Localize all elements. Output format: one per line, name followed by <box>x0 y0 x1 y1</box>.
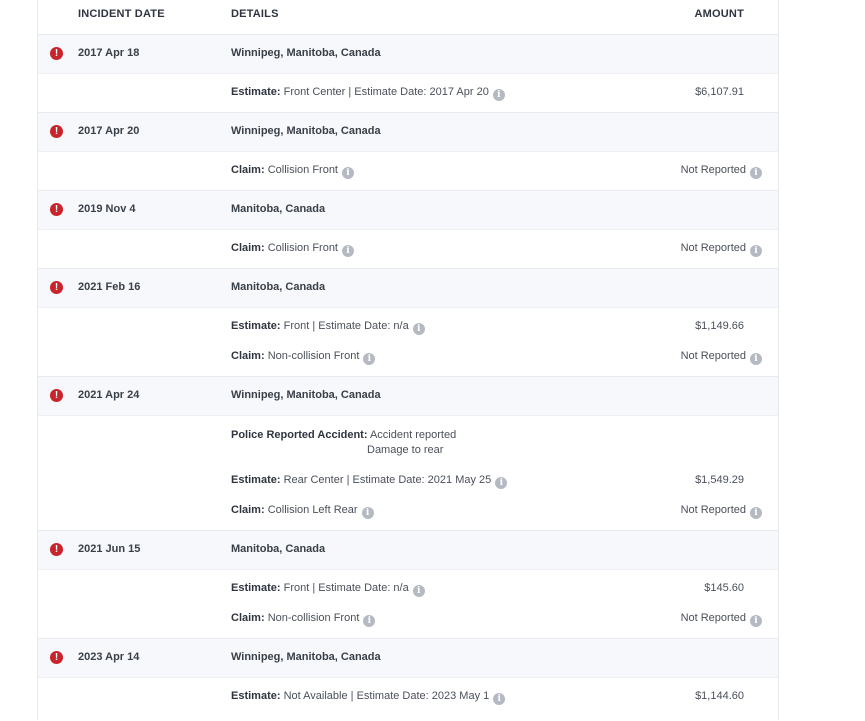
exclamation-circle-icon: ! <box>50 281 63 294</box>
incident-row <box>38 190 778 229</box>
detail-text: Not Available | Estimate Date: 2023 May 1 <box>283 690 490 702</box>
detail-text-secondary: Damage to rear <box>367 444 444 456</box>
detail-label: Police Reported Accident: <box>231 429 368 441</box>
detail-amount <box>681 350 762 365</box>
detail-text: Collision Front <box>267 164 338 176</box>
info-circle-icon[interactable]: i <box>413 323 425 335</box>
exclamation-circle-icon: ! <box>50 543 63 556</box>
incident-details <box>38 73 778 113</box>
exclamation-circle-icon: ! <box>50 203 63 216</box>
info-circle-icon[interactable]: i <box>750 167 762 179</box>
exclamation-circle-icon: ! <box>50 125 63 138</box>
detail-label: Claim: <box>231 504 265 516</box>
incident-details <box>38 415 778 531</box>
detail-amount <box>681 242 762 257</box>
detail-amount: $1,149.66 <box>695 320 744 332</box>
info-circle-icon[interactable]: i <box>750 245 762 257</box>
detail-text: Accident reported <box>369 429 457 441</box>
incident-details <box>38 677 778 721</box>
incident-date: 2017 Apr 18 <box>78 47 140 59</box>
detail-amount: $1,144.60 <box>695 690 744 702</box>
detail-line-estimate <box>231 320 425 335</box>
incident-row <box>38 112 778 151</box>
incident-row <box>38 376 778 415</box>
incident-date: 2023 Apr 14 <box>78 651 140 663</box>
detail-line-claim <box>231 504 374 519</box>
detail-line-claim <box>231 350 375 365</box>
detail-amount: $6,107.91 <box>695 86 744 98</box>
info-circle-icon[interactable]: i <box>750 353 762 365</box>
detail-line-police-report <box>231 429 456 441</box>
info-circle-icon[interactable]: i <box>750 615 762 627</box>
detail-amount-text: Not Reported <box>680 504 746 516</box>
detail-amount-text: Not Reported <box>680 612 746 624</box>
detail-line-claim <box>231 242 354 257</box>
detail-label: Claim: <box>231 164 265 176</box>
detail-line-claim <box>231 612 375 627</box>
info-circle-icon[interactable]: i <box>493 693 505 705</box>
incident-date: 2021 Apr 24 <box>78 389 140 401</box>
incident-row <box>38 34 778 73</box>
table-header <box>38 0 778 34</box>
column-header-amount: AMOUNT <box>694 8 744 20</box>
detail-line-estimate <box>231 582 425 597</box>
detail-line-estimate <box>231 86 505 101</box>
detail-amount-text: Not Reported <box>680 350 746 362</box>
incident-row <box>38 268 778 307</box>
detail-amount-text: Not Reported <box>680 242 746 254</box>
detail-label: Estimate: <box>231 690 281 702</box>
info-circle-icon[interactable]: i <box>495 477 507 489</box>
incident-location: Manitoba, Canada <box>231 281 326 293</box>
detail-label: Estimate: <box>231 582 281 594</box>
exclamation-circle-icon: ! <box>50 47 63 60</box>
detail-line-estimate <box>231 474 507 489</box>
detail-label: Claim: <box>231 350 265 362</box>
detail-amount <box>681 164 762 179</box>
incident-date: 2019 Nov 4 <box>78 203 136 215</box>
incident-details <box>38 307 778 377</box>
info-circle-icon[interactable]: i <box>342 167 354 179</box>
incident-details <box>38 569 778 639</box>
detail-amount: $145.60 <box>704 582 744 594</box>
detail-amount <box>681 504 762 519</box>
incident-location: Winnipeg, Manitoba, Canada <box>231 651 381 663</box>
exclamation-circle-icon: ! <box>50 389 63 402</box>
detail-label: Claim: <box>231 242 265 254</box>
info-circle-icon[interactable]: i <box>750 507 762 519</box>
incident-location: Manitoba, Canada <box>231 543 326 555</box>
incident-location: Winnipeg, Manitoba, Canada <box>231 47 381 59</box>
incident-details <box>38 229 778 269</box>
detail-line-estimate <box>231 690 505 705</box>
detail-text: Front | Estimate Date: n/a <box>283 320 409 332</box>
detail-amount: $1,549.29 <box>695 474 744 486</box>
incident-date: 2017 Apr 20 <box>78 125 140 137</box>
column-header-details: DETAILS <box>231 8 279 20</box>
detail-text: Non-collision Front <box>267 350 360 362</box>
exclamation-circle-icon: ! <box>50 651 63 664</box>
incident-location: Manitoba, Canada <box>231 203 326 215</box>
info-circle-icon[interactable]: i <box>493 89 505 101</box>
detail-text: Front | Estimate Date: n/a <box>283 582 409 594</box>
incident-location: Winnipeg, Manitoba, Canada <box>231 125 381 137</box>
detail-amount-text: Not Reported <box>680 164 746 176</box>
info-circle-icon[interactable]: i <box>362 507 374 519</box>
detail-label: Estimate: <box>231 474 281 486</box>
column-header-incident-date: INCIDENT DATE <box>78 8 165 20</box>
incident-date: 2021 Jun 15 <box>78 543 141 555</box>
info-circle-icon[interactable]: i <box>363 615 375 627</box>
incident-date: 2021 Feb 16 <box>78 281 141 293</box>
incident-details <box>38 151 778 191</box>
detail-text: Non-collision Front <box>267 612 360 624</box>
detail-label: Claim: <box>231 612 265 624</box>
detail-text: Rear Center | Estimate Date: 2021 May 25 <box>283 474 492 486</box>
info-circle-icon[interactable]: i <box>413 585 425 597</box>
detail-text: Collision Front <box>267 242 338 254</box>
detail-label: Estimate: <box>231 86 281 98</box>
detail-text: Collision Left Rear <box>267 504 358 516</box>
info-circle-icon[interactable]: i <box>363 353 375 365</box>
detail-line-claim <box>231 164 354 179</box>
incident-row <box>38 638 778 677</box>
info-circle-icon[interactable]: i <box>342 245 354 257</box>
detail-label: Estimate: <box>231 320 281 332</box>
detail-text: Front Center | Estimate Date: 2017 Apr 20 <box>283 86 489 98</box>
vehicle-history-table <box>37 0 779 720</box>
incident-location: Winnipeg, Manitoba, Canada <box>231 389 381 401</box>
incident-row <box>38 530 778 569</box>
detail-amount <box>681 612 762 627</box>
